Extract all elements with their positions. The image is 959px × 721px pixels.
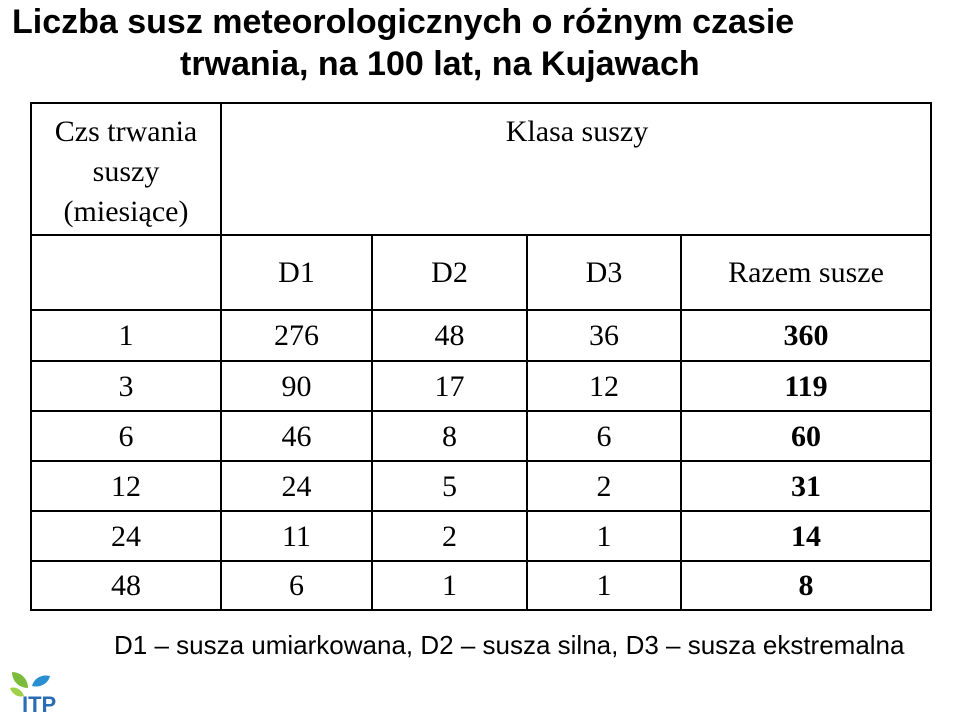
- cell-d2: 17: [434, 369, 465, 403]
- cell-total: 8: [798, 569, 814, 602]
- cell-d3: 1: [596, 519, 612, 553]
- cell-duration: 3: [118, 369, 134, 403]
- cell-total: 31: [791, 469, 821, 503]
- cell-duration: 48: [111, 569, 141, 602]
- column-header-d1: D1: [278, 256, 315, 289]
- column-header-total: Razem susze: [728, 256, 884, 289]
- cell-duration: 6: [118, 419, 134, 453]
- cell-duration: 12: [111, 469, 141, 503]
- cell-d2: 5: [442, 469, 457, 503]
- cell-duration: 1: [118, 319, 134, 352]
- duration-header: [32, 112, 220, 232]
- cell-total: 119: [784, 369, 828, 403]
- logo-leaf-green: [12, 672, 28, 688]
- cell-total: 60: [791, 419, 821, 453]
- cell-d1: 6: [289, 569, 304, 602]
- cell-d1: 24: [281, 469, 312, 503]
- cell-d3: 6: [596, 419, 612, 453]
- column-header-d3: D3: [585, 256, 623, 289]
- cell-d3: 2: [596, 469, 612, 503]
- column-header-d2: D2: [431, 256, 468, 289]
- cell-d2: 48: [434, 319, 465, 352]
- logo-leaf-blue: [32, 675, 50, 686]
- cell-d3: 1: [596, 569, 612, 602]
- cell-duration: 24: [111, 519, 141, 553]
- cell-d3: 36: [589, 319, 619, 352]
- cell-total: 14: [791, 519, 821, 553]
- duration-header-line-1: Czs trwania: [54, 115, 198, 148]
- cell-d2: 8: [442, 419, 457, 453]
- duration-header-line-2: suszy: [92, 155, 160, 188]
- legend-note: D1 – susza umiarkowana, D2 – susza silna, D3 – susza ekstremalna: [114, 630, 905, 660]
- cell-d2: 1: [442, 569, 457, 602]
- cell-d1: 276: [274, 319, 319, 352]
- drought-table: [30, 102, 932, 611]
- cell-d2: 2: [442, 519, 457, 553]
- class-header: Klasa suszy: [505, 115, 649, 148]
- title-line-2: trwania, na 100 lat, na Kujawach: [180, 45, 700, 83]
- cell-d1: 90: [281, 369, 312, 403]
- cell-d1: 11: [282, 519, 311, 553]
- cell-total: 360: [783, 319, 829, 352]
- title-line-1: Liczba susz meteorologicznych o różnym czasie: [12, 3, 795, 41]
- cell-d1: 46: [281, 419, 312, 453]
- logo-text: ITP: [22, 692, 57, 717]
- cell-d3: 12: [589, 369, 619, 403]
- duration-header-line-3: (miesiące): [63, 195, 189, 228]
